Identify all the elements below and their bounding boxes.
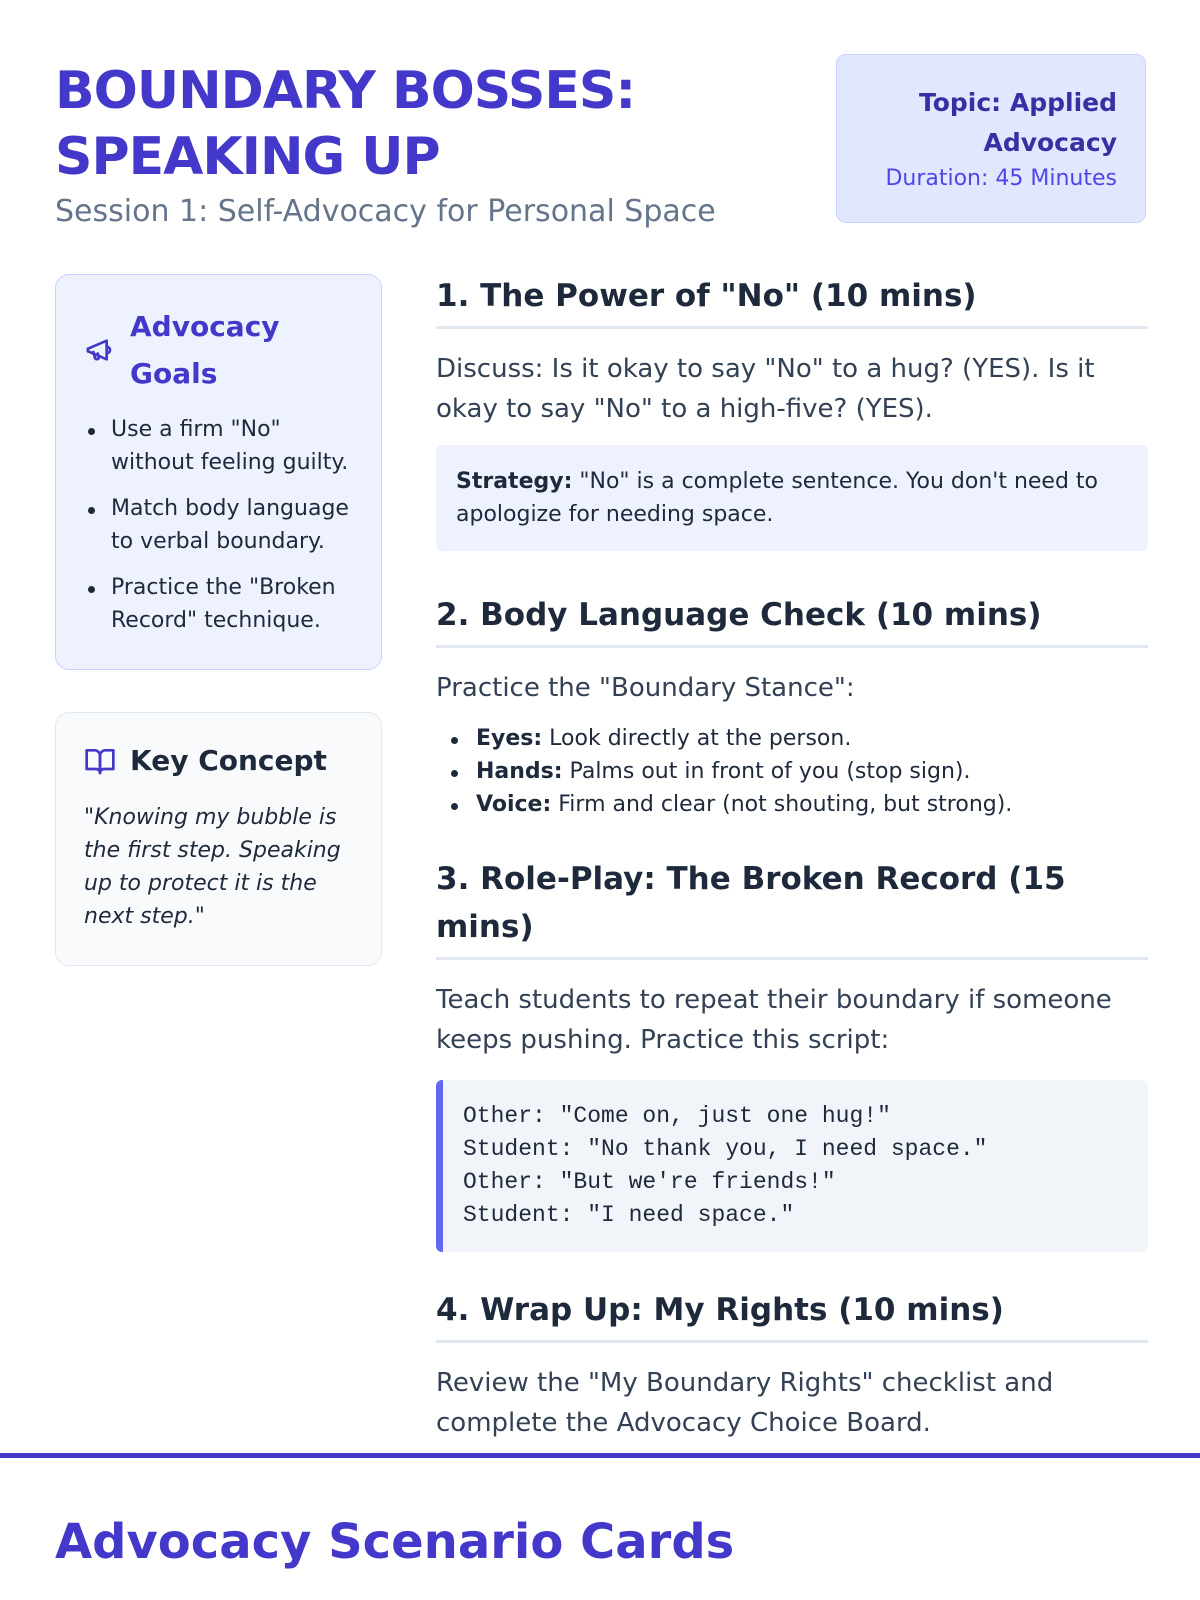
concept-title: Key Concept xyxy=(130,744,327,777)
advocacy-goals-card xyxy=(55,274,382,670)
stance-text: Firm and clear (not shouting, but strong). xyxy=(551,792,1013,817)
section-heading: 2. Body Language Check (10 mins) xyxy=(436,591,1148,648)
goals-list xyxy=(84,413,355,637)
strategy-callout xyxy=(436,445,1148,551)
strategy-label: Strategy: xyxy=(456,469,573,494)
stance-text: Palms out in front of you (stop sign). xyxy=(562,759,971,784)
stance-list xyxy=(436,722,1148,821)
list-item xyxy=(436,722,1148,755)
section-text: Practice the "Boundary Stance": xyxy=(436,673,855,703)
section-text: Discuss: Is it okay to say "No" to a hug? (YES). Is it okay to say "No" to a high-five? (YES). xyxy=(436,354,1095,424)
stance-text: Look directly at the person. xyxy=(542,726,852,751)
role-play-script: Other: "Come on, just one hug!" Student: "No thank you, I need space." Other: "But we're friends!" Student: "I need space." xyxy=(436,1080,1148,1252)
page-title-line-2: SPEAKING UP xyxy=(55,127,440,187)
section-text: Review the "My Boundary Rights" checklist and complete the Advocacy Choice Board. xyxy=(436,1368,1054,1438)
topic-line-1: Topic: Applied xyxy=(918,88,1117,117)
goals-card-header xyxy=(84,303,355,397)
strategy-text: "No" is a complete sentence. You don't need to apologize for needing space. xyxy=(456,469,1098,527)
section-wrap-up xyxy=(436,1286,1148,1443)
topic-label xyxy=(857,83,1117,163)
goals-title-line-2: Goals xyxy=(130,357,218,390)
topic-info-box xyxy=(836,54,1146,223)
section-body-language xyxy=(436,591,1148,821)
page-header xyxy=(55,58,815,232)
list-item: Practice the "Broken Record" technique. xyxy=(84,571,355,637)
list-item xyxy=(436,755,1148,788)
section-heading: 1. The Power of "No" (10 mins) xyxy=(436,272,1148,329)
key-concept-card xyxy=(55,712,382,966)
page-subtitle: Session 1: Self-Advocacy for Personal Space xyxy=(55,194,716,229)
section-text: Teach students to repeat their boundary if someone keeps pushing. Practice this script: xyxy=(436,985,1112,1055)
concept-quote: "Knowing my bubble is the first step. Speaking up to protect it is the next step." xyxy=(84,805,341,929)
section-heading: 3. Role-Play: The Broken Record (15 mins) xyxy=(436,855,1148,960)
stance-label: Eyes: xyxy=(476,726,543,751)
section-role-play xyxy=(436,855,1148,1252)
list-item: Use a firm "No" without feeling guilty. xyxy=(84,413,355,479)
page-title xyxy=(55,58,815,190)
list-item xyxy=(436,788,1148,821)
duration-label: Duration: 45 Minutes xyxy=(885,166,1117,191)
goals-title-line-1: Advocacy xyxy=(130,310,280,343)
goals-title xyxy=(130,303,280,397)
stance-label: Hands: xyxy=(476,759,563,784)
section-heading: 4. Wrap Up: My Rights (10 mins) xyxy=(436,1286,1148,1343)
megaphone-icon xyxy=(84,334,116,366)
stance-label: Voice: xyxy=(476,792,552,817)
open-book-icon xyxy=(84,745,116,777)
section-power-of-no xyxy=(436,272,1148,551)
scenario-cards-title: Advocacy Scenario Cards xyxy=(55,1514,735,1570)
concept-card-header xyxy=(84,743,355,779)
lesson-plan-main xyxy=(436,272,1148,1443)
page-title-line-1: BOUNDARY BOSSES: xyxy=(55,61,636,121)
list-item: Match body language to verbal boundary. xyxy=(84,492,355,558)
section-divider xyxy=(0,1453,1200,1458)
topic-line-2: Advocacy xyxy=(983,128,1117,157)
